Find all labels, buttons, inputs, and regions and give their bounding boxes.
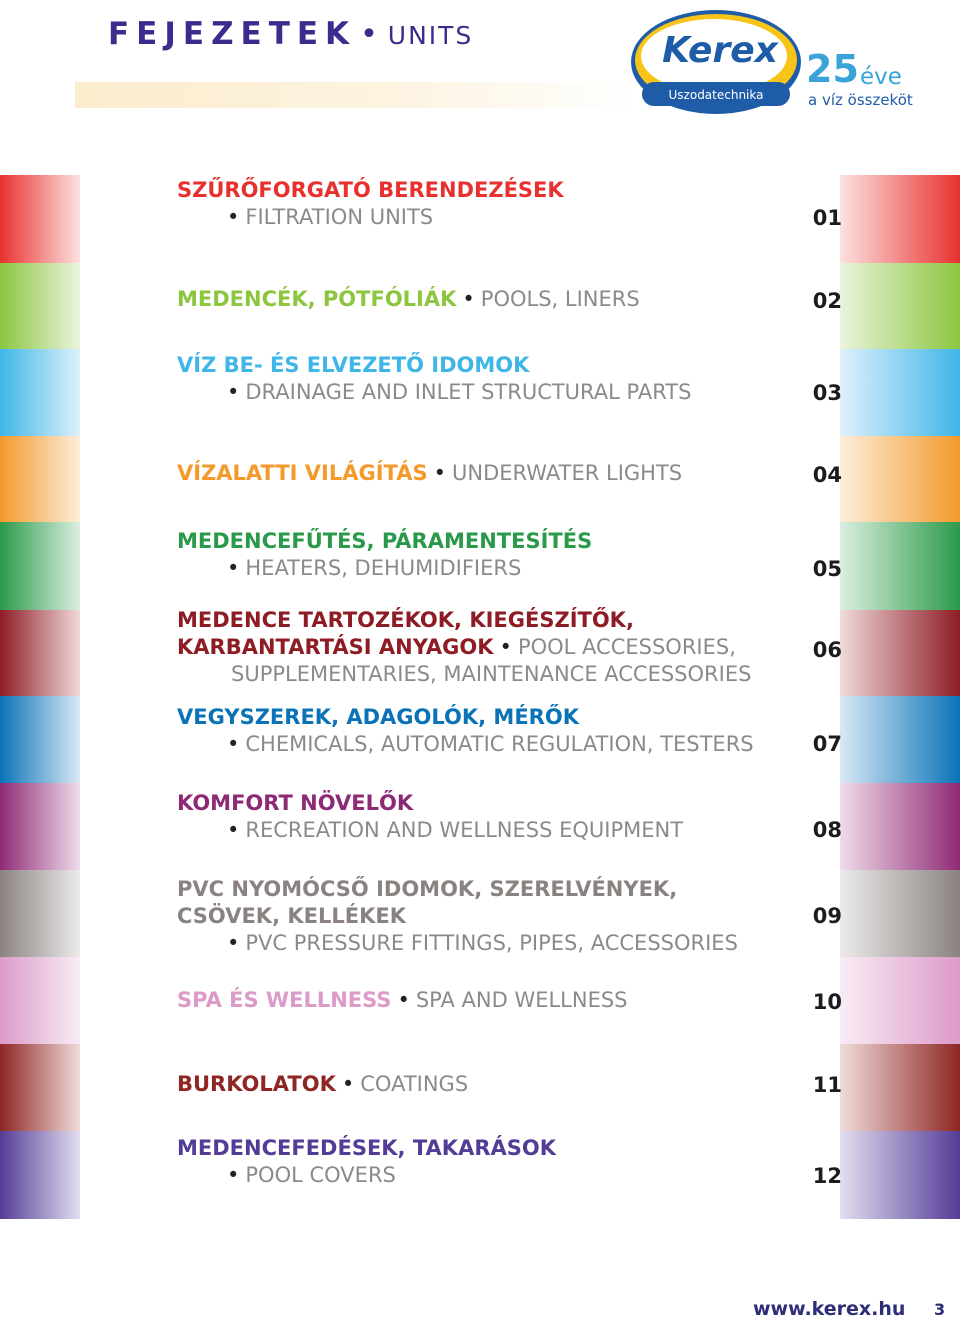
title-separator: •: [360, 17, 378, 52]
chapter-number: 12: [812, 1164, 842, 1188]
logo-anniversary-word: éve: [860, 64, 902, 90]
chapter-09[interactable]: PVC NYOMÓCSŐ IDOMOK, SZERELVÉNYEK, CSÖVEK, KELLÉKEK • PVC PRESSURE FITTINGS, PIPES, ACCESSORIES 09: [0, 870, 960, 957]
chapter-title-en: POOL ACCESSORIES,: [517, 635, 736, 659]
color-bar-left: [0, 1044, 80, 1131]
chapter-title-en: SPA AND WELLNESS: [415, 988, 628, 1012]
logo-anniversary-number: 25: [806, 47, 859, 91]
chapter-title-en: POOL COVERS: [245, 1163, 396, 1187]
color-bar-left: [0, 696, 80, 783]
logo-tagline: Uszodatechnika: [668, 88, 764, 102]
color-bar-left: [0, 175, 80, 263]
chapter-05[interactable]: MEDENCEFŰTÉS, PÁRAMENTESÍTÉS • HEATERS, DEHUMIDIFIERS 05: [0, 522, 960, 610]
chapter-12[interactable]: MEDENCEFEDÉSEK, TAKARÁSOK • POOL COVERS 12: [0, 1131, 960, 1219]
color-bar-right: [840, 175, 960, 263]
chapter-number: 09: [812, 904, 842, 928]
chapter-02[interactable]: MEDENCÉK, PÓTFÓLIÁK • POOLS, LINERS 02: [0, 263, 960, 349]
chapter-title-hu: KOMFORT NÖVELŐK: [177, 791, 414, 815]
color-bar-right: [840, 957, 960, 1044]
chapter-title-hu: SZŰRŐFORGATÓ BERENDEZÉSEK: [177, 178, 564, 202]
chapter-title-en: POOLS, LINERS: [480, 287, 640, 311]
chapter-10[interactable]: SPA ÉS WELLNESS • SPA AND WELLNESS 10: [0, 957, 960, 1044]
chapter-title-en: COATINGS: [360, 1072, 469, 1096]
chapter-title-hu: MEDENCE TARTOZÉKOK, KIEGÉSZÍTŐK,: [177, 608, 634, 632]
color-bar-right: [840, 263, 960, 349]
chapter-title-en: PVC PRESSURE FITTINGS, PIPES, ACCESSORIES: [245, 931, 738, 955]
chapter-number: 02: [812, 289, 842, 313]
color-bar-right: [840, 1044, 960, 1131]
chapter-title-hu: VÍZALATTI VILÁGÍTÁS: [177, 461, 428, 485]
chapter-title-hu: VEGYSZEREK, ADAGOLÓK, MÉRŐK: [177, 705, 579, 729]
chapter-title-hu: MEDENCÉK, PÓTFÓLIÁK: [177, 287, 457, 311]
color-bar-right: [840, 349, 960, 436]
website-link[interactable]: www.kerex.hu: [753, 1298, 906, 1320]
color-bar-right: [840, 522, 960, 610]
color-bar-left: [0, 957, 80, 1044]
color-bar-right: [840, 610, 960, 696]
chapter-04[interactable]: VÍZALATTI VILÁGÍTÁS • UNDERWATER LIGHTS 04: [0, 436, 960, 522]
title-hu: FEJEZETEK: [108, 16, 357, 52]
chapter-title-hu: VÍZ BE- ÉS ELVEZETŐ IDOMOK: [177, 353, 530, 377]
chapter-number: 05: [812, 557, 842, 581]
color-bar-left: [0, 610, 80, 696]
logo-brand: Kerex: [662, 30, 778, 71]
chapter-title-hu: MEDENCEFŰTÉS, PÁRAMENTESÍTÉS: [177, 529, 593, 553]
title-band: [75, 82, 635, 108]
chapter-title-en: RECREATION AND WELLNESS EQUIPMENT: [245, 818, 684, 842]
chapter-number: 08: [812, 818, 842, 842]
chapter-title-hu: MEDENCEFEDÉSEK, TAKARÁSOK: [177, 1136, 556, 1160]
chapter-title-hu: BURKOLATOK: [177, 1072, 336, 1096]
chapter-title-en: DRAINAGE AND INLET STRUCTURAL PARTS: [245, 380, 692, 404]
chapter-title-hu: PVC NYOMÓCSŐ IDOMOK, SZERELVÉNYEK,: [177, 877, 678, 901]
chapter-title-en: CHEMICALS, AUTOMATIC REGULATION, TESTERS: [245, 732, 754, 756]
color-bar-left: [0, 870, 80, 957]
chapter-number: 11: [812, 1073, 842, 1097]
chapter-08[interactable]: KOMFORT NÖVELŐK • RECREATION AND WELLNESS EQUIPMENT 08: [0, 783, 960, 870]
color-bar-left: [0, 263, 80, 349]
color-bar-left: [0, 783, 80, 870]
color-bar-right: [840, 1131, 960, 1219]
chapter-number: 01: [812, 206, 842, 230]
color-bar-left: [0, 436, 80, 522]
page-number: 3: [934, 1300, 946, 1319]
color-bar-left: [0, 1131, 80, 1219]
chapter-title-hu-cont: KARBANTARTÁSI ANYAGOK: [177, 635, 494, 659]
chapter-number: 10: [812, 990, 842, 1014]
chapter-03[interactable]: VÍZ BE- ÉS ELVEZETŐ IDOMOK • DRAINAGE AND INLET STRUCTURAL PARTS 03: [0, 349, 960, 436]
chapter-title-en: FILTRATION UNITS: [245, 205, 434, 229]
chapter-title-hu-cont: CSÖVEK, KELLÉKEK: [177, 904, 406, 928]
color-bar-left: [0, 349, 80, 436]
title-en: UNITS: [387, 21, 474, 50]
chapter-07[interactable]: VEGYSZEREK, ADAGOLÓK, MÉRŐK • CHEMICALS, AUTOMATIC REGULATION, TESTERS 07: [0, 696, 960, 783]
chapter-01[interactable]: SZŰRŐFORGATÓ BERENDEZÉSEK • FILTRATION UNITS 01: [0, 175, 960, 263]
logo-slogan: a víz összeköt: [808, 91, 913, 109]
kerex-logo: [628, 6, 928, 118]
chapter-number: 03: [812, 381, 842, 405]
chapter-number: 07: [812, 732, 842, 756]
chapter-title-hu: SPA ÉS WELLNESS: [177, 988, 392, 1012]
color-bar-left: [0, 522, 80, 610]
chapter-title-en-cont: SUPPLEMENTARIES, MAINTENANCE ACCESSORIES: [231, 662, 752, 686]
chapter-number: 04: [812, 463, 842, 487]
color-bar-right: [840, 696, 960, 783]
color-bar-right: [840, 870, 960, 957]
color-bar-right: [840, 436, 960, 522]
color-bar-right: [840, 783, 960, 870]
chapter-11[interactable]: BURKOLATOK • COATINGS 11: [0, 1044, 960, 1131]
chapter-title-en: HEATERS, DEHUMIDIFIERS: [245, 556, 522, 580]
chapter-number: 06: [812, 638, 842, 662]
page-title: [108, 16, 473, 52]
chapter-06[interactable]: MEDENCE TARTOZÉKOK, KIEGÉSZÍTŐK, KARBANTARTÁSI ANYAGOK • POOL ACCESSORIES, SUPPLEMENTARIES, MAINTENANCE ACCESSORIES 06: [0, 610, 960, 696]
chapter-title-en: UNDERWATER LIGHTS: [452, 461, 683, 485]
